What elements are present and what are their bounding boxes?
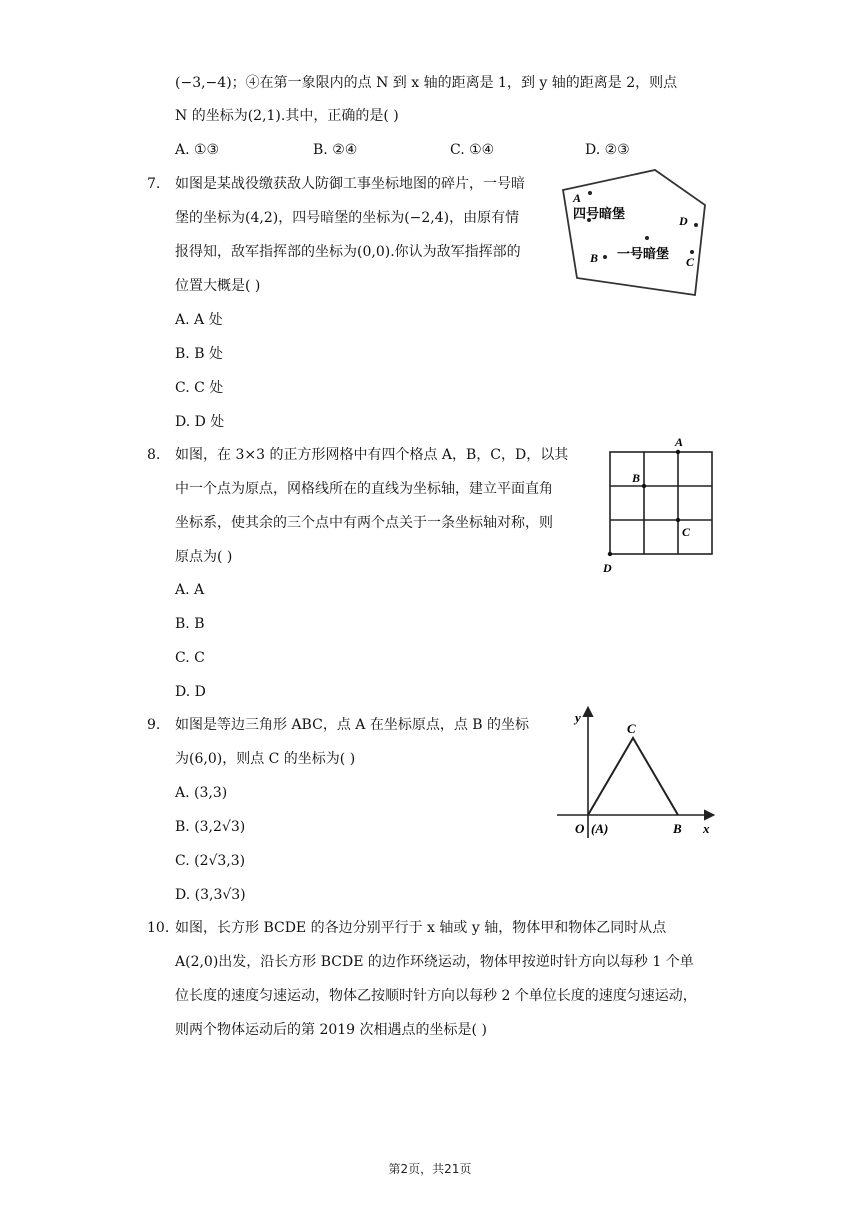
q8-line-2: 中一个点为原点，网格线所在的直线为坐标轴，建立平面直角	[175, 481, 553, 497]
q6-line-1: (−3,−4)；④在第一象限内的点 N 到 x 轴的距离是 1，到 y 轴的距离是 2，则点	[175, 75, 678, 91]
y-axis-label: y	[575, 710, 581, 725]
q10-line-2: A(2,0)出发，沿长方形 BCDE 的边作环绕运动，物体甲按逆时针方向以每秒 1 个单	[175, 954, 694, 970]
q7-line-1: 如图是某战役缴获敌人防御工事坐标地图的碎片，一号暗	[175, 176, 525, 192]
q8-line-4: 原点为( )	[175, 549, 233, 565]
equilateral-triangle	[588, 738, 678, 815]
q6-option-a[interactable]: A. ①③	[175, 142, 220, 158]
bunker4-label: 四号暗堡	[573, 206, 626, 221]
point-c-dot	[690, 250, 694, 254]
bunker1-dot	[645, 236, 649, 240]
q8-option-d[interactable]: D. D	[175, 684, 206, 700]
q8-option-c[interactable]: C. C	[175, 650, 205, 666]
grid-label-a: A	[675, 435, 684, 449]
q6-option-c[interactable]: C. ①④	[450, 142, 495, 158]
map-fragment-outline	[563, 170, 705, 295]
q9-option-a[interactable]: A. (3,3)	[175, 785, 228, 801]
label-b: B	[590, 251, 599, 265]
q8-line-3: 坐标系，使其余的三个点中有两个点关于一条坐标轴对称，则	[175, 515, 553, 531]
q8-grid-figure	[598, 430, 723, 580]
point-d-dot	[694, 223, 698, 227]
point-b-dot	[603, 255, 607, 259]
grid-point-d	[608, 552, 612, 556]
q6-line-2: N 的坐标为(2,1).其中，正确的是( )	[175, 108, 399, 124]
vertex-c-label: C	[627, 721, 636, 736]
q6-option-d[interactable]: D. ②③	[585, 142, 630, 158]
bunker1-label: 一号暗堡	[617, 246, 670, 261]
grid-label-b: B	[632, 471, 641, 485]
vertex-a-label: (A)	[591, 821, 609, 836]
page-footer: 第2页，共21页	[388, 1162, 472, 1176]
q9-line-2: 为(6,0)，则点 C 的坐标为( )	[175, 751, 356, 767]
q7-line-2: 堡的坐标为(4,2)，四号暗堡的坐标为(−2,4)，由原有情	[175, 210, 520, 226]
q7-option-c[interactable]: C. C 处	[175, 380, 224, 396]
q7-map-fragment-figure	[555, 160, 720, 300]
label-a: A	[573, 191, 582, 205]
x-axis-label: x	[703, 821, 710, 836]
q8-option-a[interactable]: A. A	[175, 582, 205, 598]
q9-triangle-figure	[553, 700, 723, 845]
q8-option-b[interactable]: B. B	[175, 616, 205, 632]
label-c: C	[686, 255, 695, 269]
q7-option-d[interactable]: D. D 处	[175, 414, 225, 430]
grid-point-c	[676, 518, 680, 522]
q7-line-3: 报得知，敌军指挥部的坐标为(0,0).你认为敌军指挥部的	[175, 244, 521, 260]
q10-line-3: 位长度的速度匀速运动，物体乙按顺时针方向以每秒 2 个单位长度的速度匀速运动，	[175, 988, 697, 1004]
q6-option-b[interactable]: B. ②④	[313, 142, 358, 158]
q8-number: 8.	[147, 447, 161, 463]
q7-option-b[interactable]: B. B 处	[175, 346, 223, 362]
q10-line-4: 则两个物体运动后的第 2019 次相遇点的坐标是( )	[175, 1022, 487, 1038]
grid-label-d: D	[603, 561, 612, 575]
q9-number: 9.	[147, 717, 161, 733]
q7-option-a[interactable]: A. A 处	[175, 312, 223, 328]
q9-line-1: 如图是等边三角形 ABC，点 A 在坐标原点，点 B 的坐标	[175, 717, 530, 733]
q9-option-b[interactable]: B. (3,2√3)	[175, 819, 246, 835]
vertex-b-label: B	[673, 821, 682, 836]
label-d: D	[679, 214, 688, 228]
q8-line-1: 如图，在 3×3 的正方形网格中有四个格点 A，B，C，D，以其	[175, 447, 569, 463]
q10-line-1: 如图，长方形 BCDE 的各边分别平行于 x 轴或 y 轴，物体甲和物体乙同时从点	[175, 920, 667, 936]
grid-label-c: C	[682, 525, 691, 539]
q10-number: 10.	[147, 920, 170, 936]
point-a-dot	[588, 191, 592, 195]
q7-number: 7.	[147, 176, 161, 192]
q7-line-4: 位置大概是( )	[175, 278, 261, 294]
origin-label: O	[575, 821, 585, 836]
q9-option-d[interactable]: D. (3,3√3)	[175, 887, 246, 903]
grid-3x3	[610, 452, 712, 554]
q9-option-c[interactable]: C. (2√3,3)	[175, 853, 246, 869]
grid-point-a	[676, 450, 680, 454]
grid-point-b	[642, 484, 646, 488]
